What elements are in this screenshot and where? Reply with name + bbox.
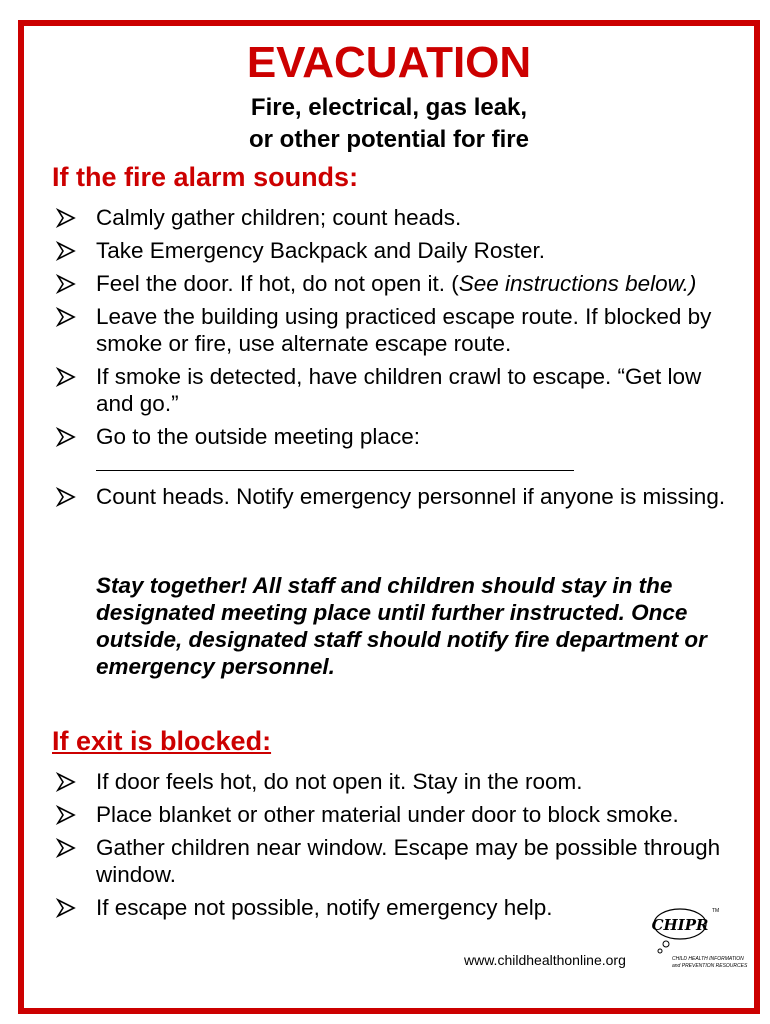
list-item-text: Go to the outside meeting place: (96, 424, 420, 449)
list-item-text: If smoke is detected, have children crawl to escape. “Get low and go.” (96, 364, 702, 416)
list-item-text: Take Emergency Backpack and Daily Roster. (96, 238, 545, 263)
exit-blocked-list (52, 768, 742, 927)
section-heading-fire-alarm: If the fire alarm sounds: (52, 162, 359, 192)
list-item (52, 303, 742, 357)
list-item (52, 204, 742, 231)
arrow-bullet-icon (56, 363, 78, 390)
page-title: EVACUATION (246, 38, 532, 87)
list-item-italic-text: See instructions below.) (458, 271, 697, 296)
list-item (52, 768, 742, 795)
list-item (52, 237, 742, 264)
arrow-bullet-icon (56, 204, 78, 231)
meeting-place-blank-line (96, 450, 574, 471)
arrow-bullet-icon (56, 423, 78, 450)
list-item-text: Place blanket or other material under door to block smoke. (96, 802, 679, 827)
subtitle-line-1: Fire, electrical, gas leak, (250, 94, 528, 121)
list-item-text: Feel the door. If hot, do not open it. ( (96, 271, 459, 296)
website-url: www.childhealthonline.org (464, 952, 626, 968)
list-item (52, 423, 742, 477)
list-item (52, 894, 742, 921)
stay-together-note: Stay together! All staff and children should stay in the designated meeting place until further instructed. Once outside, designated staff should notify fire department or emergency personnel. (96, 573, 707, 679)
section-heading-exit-blocked: If exit is blocked: (52, 726, 272, 756)
list-item (52, 363, 742, 417)
arrow-bullet-icon (56, 894, 78, 921)
logo-text: CHIPR (651, 916, 709, 934)
list-item-text: Count heads. Notify emergency personnel if anyone is missing. (96, 484, 726, 509)
list-item-text: If door feels hot, do not open it. Stay in the room. (96, 769, 583, 794)
arrow-bullet-icon (56, 834, 78, 861)
list-item-text: Gather children near window. Escape may be possible through window. (96, 835, 721, 887)
arrow-bullet-icon (56, 483, 78, 510)
fire-alarm-list (52, 204, 742, 516)
list-item-text: Calmly gather children; count heads. (96, 205, 462, 230)
list-item (52, 270, 742, 297)
list-item (52, 801, 742, 828)
list-item (52, 483, 742, 510)
subtitle-line-2: or other potential for fire (248, 126, 529, 153)
chipr-logo (644, 902, 748, 976)
arrow-bullet-icon (56, 270, 78, 297)
list-item-text: Leave the building using practiced escape route. If blocked by smoke or fire, use alternate escape route. (96, 304, 712, 356)
logo-caption-line-2: and PREVENTION RESOURCES (672, 963, 748, 969)
arrow-bullet-icon (56, 801, 78, 828)
subtitle (24, 92, 754, 156)
list-item-text: If escape not possible, notify emergency help. (96, 895, 553, 920)
logo-caption-line-1: CHILD HEALTH INFORMATION (672, 956, 744, 962)
arrow-bullet-icon (56, 237, 78, 264)
arrow-bullet-icon (56, 303, 78, 330)
poster-border (18, 20, 760, 1014)
list-item (52, 834, 742, 888)
logo-trademark: TM (712, 908, 720, 914)
arrow-bullet-icon (56, 768, 78, 795)
